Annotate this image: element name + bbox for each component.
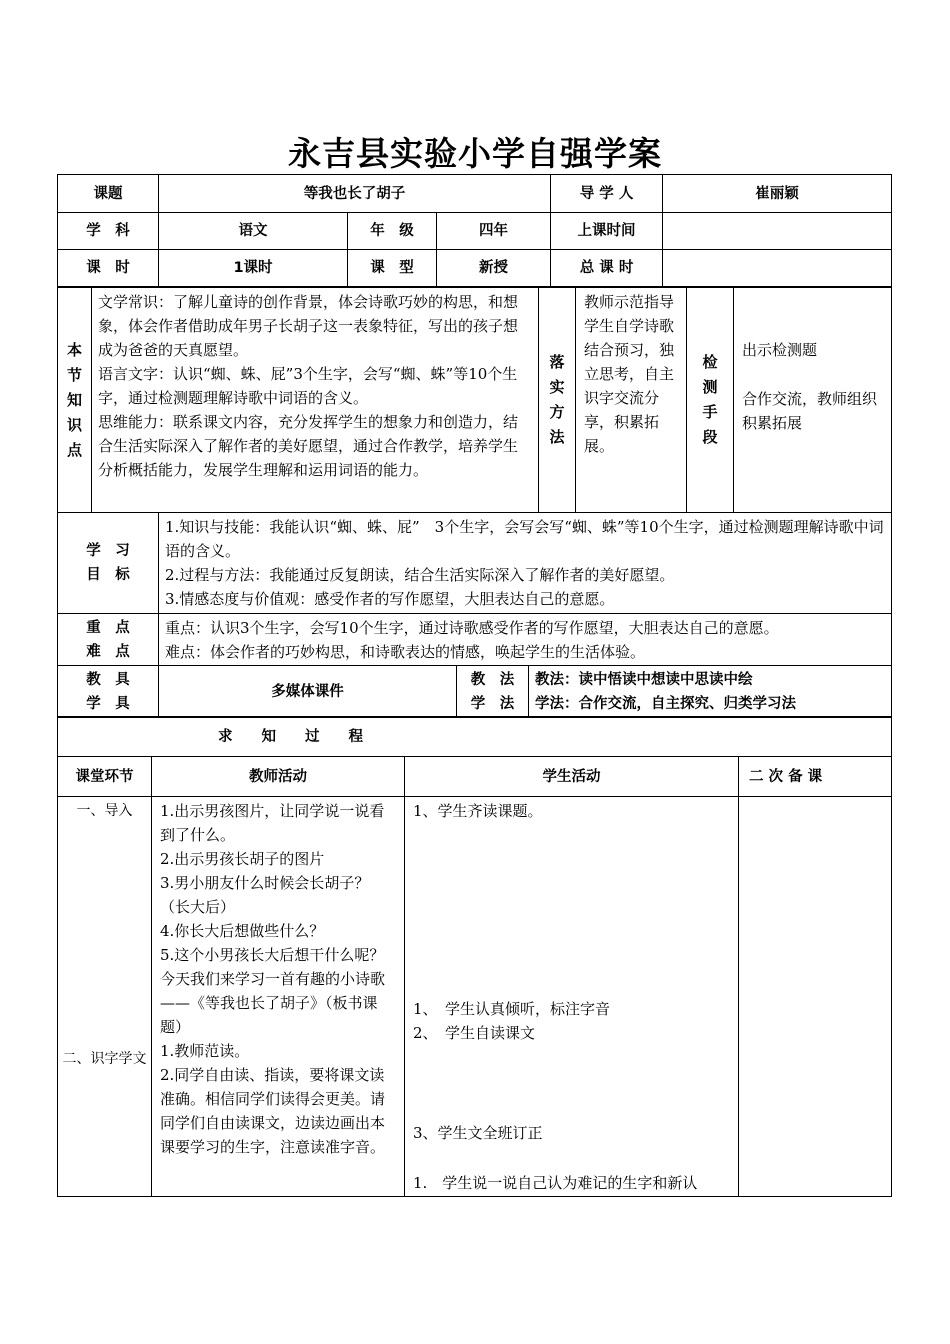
list-item: 1. 学生说一说自己认为难记的生字和新认 bbox=[413, 1174, 698, 1192]
stage-cell bbox=[58, 797, 152, 1197]
check-label: 检 测 手 段 bbox=[687, 288, 734, 513]
goals-content: 1.知识与技能：我能认识“蜘、蛛、屁” 3个生字，会写会写“蜘、蛛”等10个生字，通过检测题理解诗歌中词语的含义。 2.过程与方法：我能通过反复朗读，结合生活实际深入了解作者的美好愿望。 3.情感态度与价值观：感受作者的写作愿望，大胆表达自己的意愿。 bbox=[159, 513, 892, 614]
subject-value: 语文 bbox=[159, 213, 348, 250]
grade-label: 年 级 bbox=[348, 213, 437, 250]
list-item: 1.教师范读。 bbox=[160, 1042, 250, 1060]
type-label: 课 型 bbox=[348, 250, 437, 287]
keypoints-content: 重点：认识3个生字，会写10个生字，通过诗歌感受作者的写作愿望，大胆表达自己的意愿。 难点：体会作者的巧妙构思，和诗歌表达的情感，唤起学生的生活体验。 bbox=[159, 614, 892, 666]
check-content: 出示检测题 合作交流，教师组织 积累拓展 bbox=[734, 288, 892, 513]
knowledge-content: 文学常识：了解儿童诗的创作背景，体会诗歌巧妙的构思，和想象，体会作者借助成年男子长胡子这一表象特征，写出的孩子想成为爸爸的天真愿望。 语言文字：认识“蜘、蛛、屁”3个生字，会写“蜘、蛛”等10个生字，通过检测题理解诗歌中词语的含义。 思维能力：联系课文内容，充分发挥学生的想象力和创造力，结合生活实际深入了解作者的美好愿望，通过合作教学，培养学生分析概括能力，发展学生理解和运用词语的能力。 bbox=[92, 288, 539, 513]
list-item: 1、 学生认真倾听，标注字音 bbox=[413, 1000, 611, 1018]
period-label: 课 时 bbox=[58, 250, 159, 287]
list-item: 3.男小朋友什么时候会长胡子？（长大后） bbox=[160, 874, 370, 916]
col-header-teacher: 教师活动 bbox=[152, 757, 405, 797]
header-table bbox=[57, 174, 892, 287]
type-value: 新授 bbox=[437, 250, 551, 287]
class-time-value bbox=[663, 213, 892, 250]
list-item: 1.出示男孩图片，让同学说一说看到了什么。 bbox=[160, 802, 385, 844]
list-item: 2.出示男孩长胡子的图片 bbox=[160, 850, 325, 868]
list-item: 1、学生齐读课题。 bbox=[413, 802, 543, 820]
review-cell bbox=[739, 797, 892, 1197]
list-item: 4.你长大后想做些什么？ bbox=[160, 922, 325, 940]
col-header-stage: 课堂环节 bbox=[58, 757, 152, 797]
goals-table bbox=[57, 512, 892, 718]
method-type-content: 教法：读中悟读中想读中思读中绘 学法：合作交流，自主探究、归类学习法 bbox=[529, 666, 892, 718]
method-label: 落 实 方 法 bbox=[539, 288, 576, 513]
page-title: 永吉县实验小学自强学案 bbox=[288, 134, 662, 173]
period-value: 1课时 bbox=[159, 250, 348, 287]
tools-label: 教 具 学 具 bbox=[58, 666, 159, 718]
guide-label: 导 学 人 bbox=[551, 175, 663, 213]
topic-value: 等我也长了胡子 bbox=[159, 175, 551, 213]
class-time-label: 上课时间 bbox=[551, 213, 663, 250]
total-value bbox=[663, 250, 892, 287]
knowledge-table bbox=[57, 287, 892, 513]
col-header-review: 二 次 备 课 bbox=[739, 757, 892, 797]
list-item: 2.同学自由读、指读，要将课文读准确。相信同学们读得会更美。请同学们自由读课文，边读边画出本课要学习的生字，注意读准字音。 bbox=[160, 1066, 386, 1156]
teacher-activity bbox=[152, 797, 405, 1197]
total-label: 总 课 时 bbox=[551, 250, 663, 287]
grade-value: 四年 bbox=[437, 213, 551, 250]
stage-literacy: 二、识字学文 bbox=[62, 1051, 147, 1067]
knowledge-label: 本 节 知 识 点 bbox=[58, 288, 92, 513]
list-item: 2、 学生自读课文 bbox=[413, 1024, 536, 1042]
list-item: 3、学生文全班订正 bbox=[413, 1124, 543, 1142]
topic-label: 课题 bbox=[58, 175, 159, 213]
process-table bbox=[57, 716, 892, 1197]
col-header-student: 学生活动 bbox=[405, 757, 739, 797]
goals-label: 学 习 目 标 bbox=[58, 513, 159, 614]
tools-value: 多媒体课件 bbox=[159, 666, 457, 718]
guide-value: 崔丽颖 bbox=[663, 175, 892, 213]
keypoints-label: 重 点 难 点 bbox=[58, 614, 159, 666]
method-type-label: 教 法 学 法 bbox=[457, 666, 529, 718]
method-content: 教师示范指导学生自学诗歌 结合预习，独立思考，自主识字交流分享，积累拓展。 bbox=[576, 288, 687, 513]
process-title: 求 知 过 程 bbox=[58, 717, 892, 757]
student-activity bbox=[405, 797, 739, 1197]
stage-intro: 一、导入 bbox=[76, 803, 133, 819]
list-item: 5.这个小男孩长大后想干什么呢？今天我们来学习一首有趣的小诗歌——《等我也长了胡子》（板书课题） bbox=[160, 946, 386, 1036]
subject-label: 学 科 bbox=[58, 213, 159, 250]
